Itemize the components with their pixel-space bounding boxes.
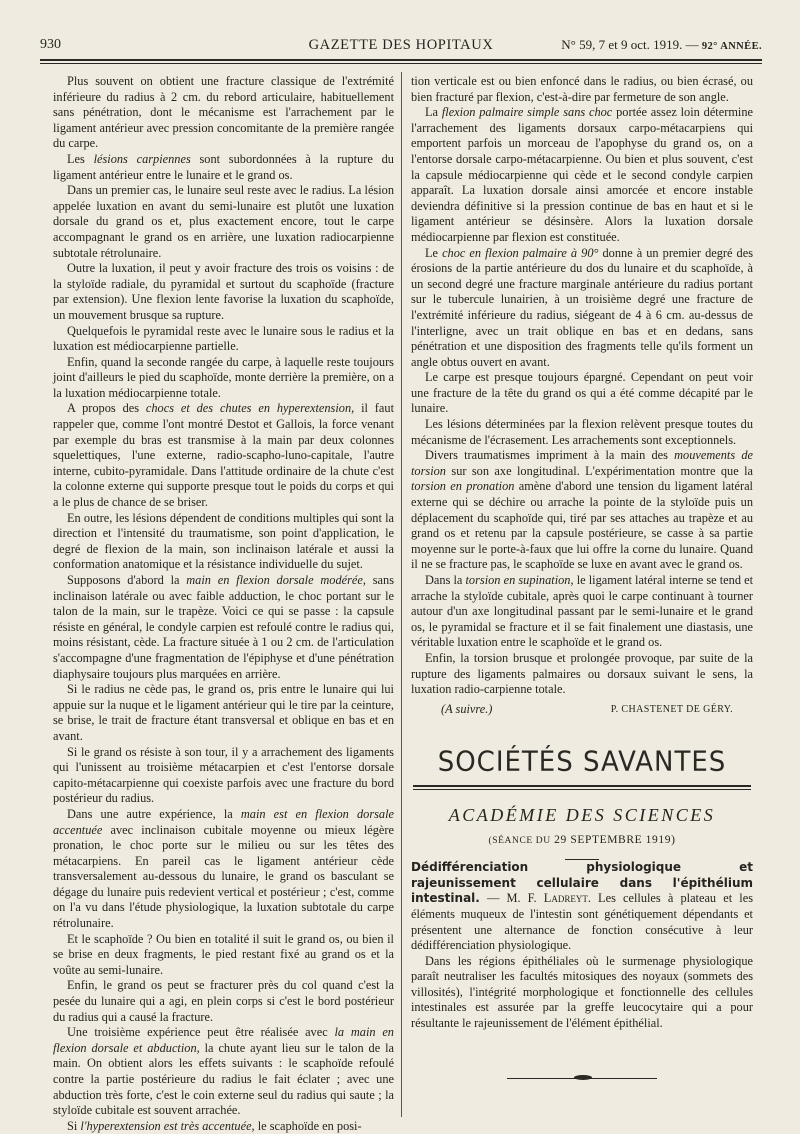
italic-term: main est en flexion dorsale accentuée	[53, 806, 395, 837]
text-run: le scaphoïde en posi-	[254, 1118, 362, 1133]
text-run: donne à un premier degré des érosions de la partie antérieure du dos du lunaire et du scaphoïde, à un second degré une fracture marginale antérieure du radius portant sur le tubercule lunairien, à un troisième degré une fracture de l'extrémité inférieure du radius, siégeant de 4 à 6 cm. au-dessus de l'interligne, avec un trait oblique en bas et en dedans, sans pénétration et une disposition des fragments telle qu'ils forment un angle obtus ouvert en avant.	[411, 245, 753, 369]
text-run: Le	[425, 245, 443, 260]
italic-term: chocs et des chutes en hyperextension,	[145, 401, 355, 416]
italic-term: lésions carpiennes	[93, 151, 191, 166]
session-date	[411, 833, 753, 850]
header-rule-thin	[40, 63, 762, 64]
text-run: Les cellules à plateau et les éléments muqueux de l'intestin sont génétiquement dépendants et présentent une alternance de fonction consécutive à leur dédifférenciation physiologique.	[411, 891, 754, 953]
italic-term: main en flexion dorsale modérée,	[186, 573, 366, 587]
paragraph: Enfin, le grand os peut se fracturer près du col quand c'est la pesée du lunaire qui a agi, en plein corps si c'est le bord postérieur du radius qui a causé la fracture.	[53, 978, 394, 1024]
paragraph	[53, 807, 394, 932]
italic-term: torsion en pronation	[411, 479, 515, 494]
paragraph	[411, 448, 753, 573]
paragraph	[53, 573, 394, 682]
text-run: — M. F.	[479, 891, 544, 906]
text-run: portée assez loin détermine l'arrachement des ligaments dorsaux carpo-métacarpiens qui emportent parfois un morceau de l'apophyse du grand os, on a l'entorse dorsale carpo-métacarpienne. Ou bien et plus souvent, c'est la capsule médiocarpienne qui cède et le second condyle carpien apparaît. La luxation dorsale ainsi amorcée et encore instable deviendra définitive si la pression continue de bas en haut et si le ligament antérieur se désinsère. Alors la luxation dorsale médiocarpienne par flexion est constituée.	[411, 105, 753, 244]
text-run: Divers traumatismes impriment à la main des	[425, 448, 675, 463]
paragraph	[411, 573, 753, 651]
page-number: 930	[40, 37, 61, 52]
text-run: La	[425, 105, 442, 120]
italic-term: torsion en supination,	[465, 573, 574, 587]
italic-term: l'hyperextension est très accentuée,	[80, 1118, 255, 1133]
paragraph: Si le grand os résiste à son tour, il y a arrachement des ligaments qui l'unissent au troisième métacarpien et c'est l'entorse dorsale capito-métacarpienne qui coexiste parfois avec une fracture du bord postérieur du radius.	[53, 744, 394, 806]
paragraph: Enfin, quand la seconde rangée du carpe, à laquelle reste toujours joint d'ailleurs le pied du scaphoïde, monte derrière la première, on a la luxation médiocarpienne totale.	[53, 354, 394, 400]
italic-term: la main en flexion dorsale et abduction,	[53, 1025, 394, 1055]
section-rule-thick	[413, 785, 751, 787]
italic-term: flexion palmaire simple sans choc	[441, 105, 613, 120]
text-run: avec inclinaison cubitale moyenne ou mieux légère pronation, le choc porte sur le milieu ou sur les têtes des métacarpiens. En pareil cas le ligament antérieur cède transversalement au-dessous du lunaire, le grand os basculant se dégage du lunaire puis redevient vertical et postérieur ; c'est, comme on l'a vu dans l'étude physiologique, la luxation subtotale du carpe rétrolunaire.	[53, 822, 394, 931]
page-header	[40, 33, 762, 59]
session-date-value: 29 SEPTEMBRE 1919)	[550, 833, 676, 846]
text-run: Une troisième expérience peut être réalisée avec	[67, 1025, 335, 1040]
text-run: Supposons d'abord la	[67, 573, 187, 587]
paragraph	[53, 1025, 394, 1119]
issue-info	[561, 37, 762, 53]
paragraph: En outre, les lésions dépendent de conditions multiples qui sont la direction et l'intensité du traumatisme, son point d'application, le degré de flexion de la main, son inclinaison latérale et aussi la conformation anatomique et la résistance individuelle du sujet.	[53, 510, 394, 572]
section-title: SOCIÉTÉS SAVANTES	[437, 746, 727, 779]
article-attribution	[411, 702, 753, 718]
ornament-dot	[574, 1075, 592, 1080]
paragraph: Les lésions déterminées par la flexion relèvent presque toutes du mécanisme de l'écrasement. Les arrachements sont exceptionnels.	[411, 417, 753, 447]
paragraph: Outre la luxation, il peut y avoir fracture des trois os voisins : de la styloïde radiale, du pyramidal et surtout du scaphoïde (fracture par extension). Une flexion lente favorise la luxation du scaphoïde, un mouvement brusque sa rupture.	[53, 261, 394, 322]
text-run: sans inclinaison latérale ou avec faible adduction, le choc portant sur le talon de la main, sur le trapèze. Voici ce qui se passe : la capsule résiste en général, le condyle carpien est refoulé contre le radius qui, moins résistant, cède. La fracture située à 1 ou 2 cm. de l'articulation s'accompagne d'une fragmentation de l'épiphyse et d'une pénétration diaphysaire toujours plus marquées en arrière.	[53, 573, 394, 681]
communication-title: Dédifférenciation physiologique et rajeunissement cellulaire dans l'épithélium intestinal.	[411, 860, 753, 906]
session-label: (SÉANCE DU	[488, 835, 551, 846]
column-divider	[401, 72, 402, 1117]
communication-author: Ladreyt.	[543, 891, 591, 906]
text-run: amène d'abord une tension du ligament latéral externe qui se déchire ou arrache la pointe de la styloïde puis un déplacement du scaphoïde qui, tiré par ses attaches au trapèze et au grand os et retenu par la capsule postérieure, se casse à sa partie moyenne sur le porte-à-faux que lui offre la corne du lunaire. Quand il ne se fracture pas, le scaphoïde se luxe en avant avec le grand os.	[411, 479, 753, 572]
text-run: Les	[67, 151, 94, 166]
text-run: il faut rappeler que, comme l'ont montré Destot et Gallois, la force venant par exemple du bras est transmise à la main par deux colonnes squelettiques, l'une externe, radio-scapho-luno-capitale, l'autre interne, cubito-pyramidale. Dans l'attitude ordinaire de la chute c'est la colonne externe qui supporte presque tout le poids du corps et qui a le plus de chance de se briser.	[53, 401, 394, 510]
paragraph: Quelquefois le pyramidal reste avec le lunaire sous le radius et la luxation est médiocarpienne partielle.	[53, 323, 394, 354]
paragraph: tion verticale est ou bien enfoncé dans le radius, ou bien écrasé, ou bien fracturé par flexion, c'est-à-dire par fermeture de son angle.	[411, 74, 753, 104]
end-ornament	[507, 1076, 657, 1082]
right-column	[411, 74, 753, 1082]
paragraph: Dans les régions épithéliales où le surmenage physiologique paraît neutraliser les facultés mitosiques des noyaux (sommets des villosités), l'intégrité morphologique et fonctionnelle des cellules intestinales est assurée par la greffe leucocytaire qui a pour résultante le rajeunissement de l'élément épithélial.	[411, 953, 753, 1031]
left-column	[53, 74, 395, 1133]
text-run: Si	[67, 1118, 81, 1133]
to-be-continued: (A suivre.)	[441, 701, 493, 716]
paragraph	[53, 152, 394, 183]
text-run: sont subordonnées à la rupture du ligament antérieur entre le lunaire et le grand os.	[53, 151, 394, 182]
paragraph: Le carpe est presque toujours épargné. Cependant on peut voir une fracture de la tête du grand os qui a été comme décapité par le lunaire.	[411, 370, 753, 416]
issue-number-date: N° 59, 7 et 9 oct. 1919. —	[561, 37, 702, 52]
article-author: P. CHASTENET DE GÉRY.	[610, 703, 733, 715]
section-rule-thin	[413, 789, 751, 790]
communication	[411, 860, 753, 954]
academy-heading: ACADÉMIE DES SCIENCES	[448, 804, 716, 825]
gazette-title: GAZETTE DES HOPITAUX	[308, 37, 494, 53]
text-run: sur son axe longitudinal. L'expérimentation montre que la	[445, 463, 753, 478]
header-rule-thick	[40, 59, 762, 61]
paragraph	[411, 246, 753, 371]
paragraph: Si le radius ne cède pas, le grand os, pris entre le lunaire qui lui appuie sur la nuque et le ligament antérieur qui le tire par la ceinture, se brise, le trait de fracture étant transversal et oblique en bas et en avant.	[53, 682, 394, 743]
text-run: le ligament latéral interne se tend et arrache la styloïde cubitale, après quoi le carpe continuant à tourner autour d'un axe longitudinal passant par le semi-lunaire et le grand os, le pyramidal se fracture et il se fait finalement une diastasis, une véritable luxation entre le scaphoïde et le grand os.	[411, 573, 754, 650]
text-run: la chute ayant lieu sur le talon de la main. On obtient alors les effets suivants : le scaphoïde refoulé contre la partie postérieure du radius le fait éclater ; avec une abduction très forte, c'est le coin externe seul du radius qui saute ; la styloïde cubitale est souvent arrachée.	[53, 1040, 395, 1118]
italic-term: mouvements de torsion	[411, 448, 753, 478]
paragraph	[411, 105, 753, 245]
text-run: Dans une autre expérience, la	[67, 806, 241, 821]
paragraph: Et le scaphoïde ? Ou bien en totalité il suit le grand os, ou bien il se brise en deux fragments, le pied restant fixé au grand os et la voûte au semi-lunaire.	[53, 931, 394, 977]
paragraph: Plus souvent on obtient une fracture classique de l'extrémité inférieure du radius à 2 cm. du rebord articulaire, habituellement sans pénétration, dont le mécanisme est l'arrachement par le ligament antérieur avec pression concomitante de la première rangée du carpe.	[53, 74, 394, 151]
year-tag: 92° ANNÉE.	[701, 41, 762, 52]
italic-term: choc en flexion palmaire à 90°	[442, 245, 599, 260]
paragraph	[53, 401, 394, 510]
text-run: Dans la	[425, 573, 466, 587]
text-run: A propos des	[67, 401, 146, 416]
paragraph: Enfin, la torsion brusque et prolongée provoque, par suite de la rupture des ligaments palmaires ou dorsaux suivant le sens, la luxation radio-carpienne totale.	[411, 650, 753, 697]
paragraph: Dans un premier cas, le lunaire seul reste avec le radius. La lésion appelée luxation en avant du semi-lunaire est plutôt une luxation dorsale du grand os et, plus exactement encore, tout le carpe accompagnant le grand os en arrière, une luxation radiocarpienne subtotale rétrolunaire.	[53, 183, 394, 260]
